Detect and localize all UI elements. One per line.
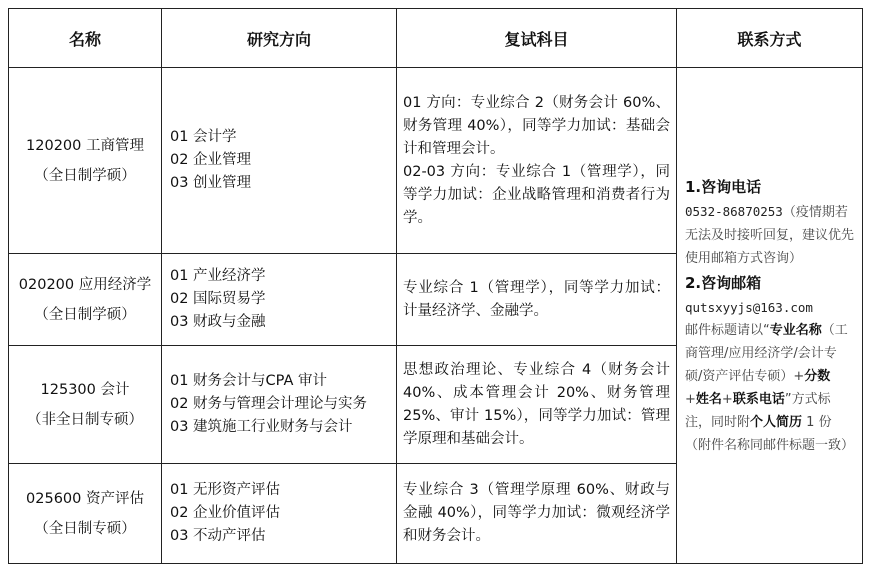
subjects-text: 专业综合 1（管理学），同等学力加试：计量经济学、金融学。 bbox=[403, 279, 670, 319]
program-name-cell bbox=[9, 464, 162, 564]
program-code-name: 025600 资产评估 bbox=[26, 490, 144, 507]
recruitment-table bbox=[8, 8, 863, 564]
note-bold: 个人简历 bbox=[750, 415, 803, 430]
subjects-cell bbox=[397, 464, 677, 564]
program-code-name: 020200 应用经济学 bbox=[18, 276, 152, 293]
subjects-text: 专业综合 3（管理学原理 60%、财政与金融 40%），同等学力加试：微观经济学和财务会计。 bbox=[403, 482, 670, 544]
note-text: （工商管理/应用经济学/会计专硕/资产评估专硕）+ bbox=[685, 323, 848, 384]
program-code-name: 120200 工商管理 bbox=[26, 137, 144, 154]
note-text: + bbox=[721, 392, 733, 407]
header-subjects: 复试科目 bbox=[397, 9, 677, 68]
phone-note: （疫情期若无法及时接听回复，建议优先使用邮箱方式咨询） bbox=[685, 205, 855, 266]
note-bold: 姓名 bbox=[695, 392, 722, 407]
direction-item: 03 创业管理 bbox=[170, 175, 252, 191]
header-name: 名称 bbox=[9, 9, 162, 68]
note-text: 1 份（附件名称同邮件标题一致） bbox=[685, 415, 855, 453]
subjects-text: 01 方向：专业综合 2（财务会计 60%、财务管理 40%），同等学力加试：基础会计和管理会计。 bbox=[403, 94, 670, 157]
program-name-cell bbox=[9, 346, 162, 464]
subjects-cell bbox=[397, 68, 677, 254]
subjects-text: 思想政治理论、专业综合 4（财务会计 40%、成本管理会计 20%、财务管理 25%、审计 15%），同等学力加试：管理学原理和基础会计。 bbox=[403, 361, 670, 447]
note-bold: 联系电话 bbox=[732, 392, 785, 407]
note-bold: 分数 bbox=[804, 369, 831, 384]
direction-item: 02 企业管理 bbox=[170, 152, 252, 168]
phone-number: 0532-86870253 bbox=[685, 204, 783, 219]
note-bold: 专业名称 bbox=[769, 323, 822, 338]
program-name-cell bbox=[9, 68, 162, 254]
email-title: 2.咨询邮箱 bbox=[685, 274, 762, 292]
directions-cell bbox=[162, 346, 397, 464]
direction-item: 01 无形资产评估 bbox=[170, 482, 281, 498]
program-type: （全日制专硕） bbox=[34, 520, 136, 537]
note-text: 邮件标题请以“ bbox=[685, 323, 770, 338]
direction-item: 02 国际贸易学 bbox=[170, 291, 266, 307]
note-text: ”方式标注，同时附 bbox=[685, 392, 831, 430]
directions-cell bbox=[162, 68, 397, 254]
direction-item: 02 财务与管理会计理论与实务 bbox=[170, 396, 368, 412]
direction-item: 01 财务会计与CPA 审计 bbox=[170, 373, 328, 389]
directions-cell bbox=[162, 254, 397, 346]
direction-item: 03 不动产评估 bbox=[170, 528, 266, 544]
program-type: （全日制学硕） bbox=[34, 306, 136, 323]
header-contact: 联系方式 bbox=[677, 9, 863, 68]
direction-item: 02 企业价值评估 bbox=[170, 505, 281, 521]
table-row bbox=[9, 68, 863, 254]
directions-cell bbox=[162, 464, 397, 564]
phone-title: 1.咨询电话 bbox=[685, 178, 762, 196]
subjects-text-2: 02-03 方向：专业综合 1（管理学），同等学力加试：企业战略管理和消费者行为学。 bbox=[403, 163, 670, 226]
program-code-name: 125300 会计 bbox=[40, 381, 130, 398]
direction-item: 03 建筑施工行业财务与会计 bbox=[170, 419, 353, 435]
header-row bbox=[9, 9, 863, 68]
contact-cell bbox=[677, 68, 863, 564]
direction-item: 01 会计学 bbox=[170, 129, 237, 145]
email-address[interactable]: qutsxyyjs@163.com bbox=[685, 300, 813, 315]
subjects-cell bbox=[397, 254, 677, 346]
program-type: （全日制学硕） bbox=[34, 167, 136, 184]
program-name-cell bbox=[9, 254, 162, 346]
note-text: + bbox=[685, 392, 696, 407]
direction-item: 01 产业经济学 bbox=[170, 268, 266, 284]
direction-item: 03 财政与金融 bbox=[170, 314, 266, 330]
header-direction: 研究方向 bbox=[162, 9, 397, 68]
program-type: （非全日制专硕） bbox=[27, 411, 143, 428]
subjects-cell bbox=[397, 346, 677, 464]
